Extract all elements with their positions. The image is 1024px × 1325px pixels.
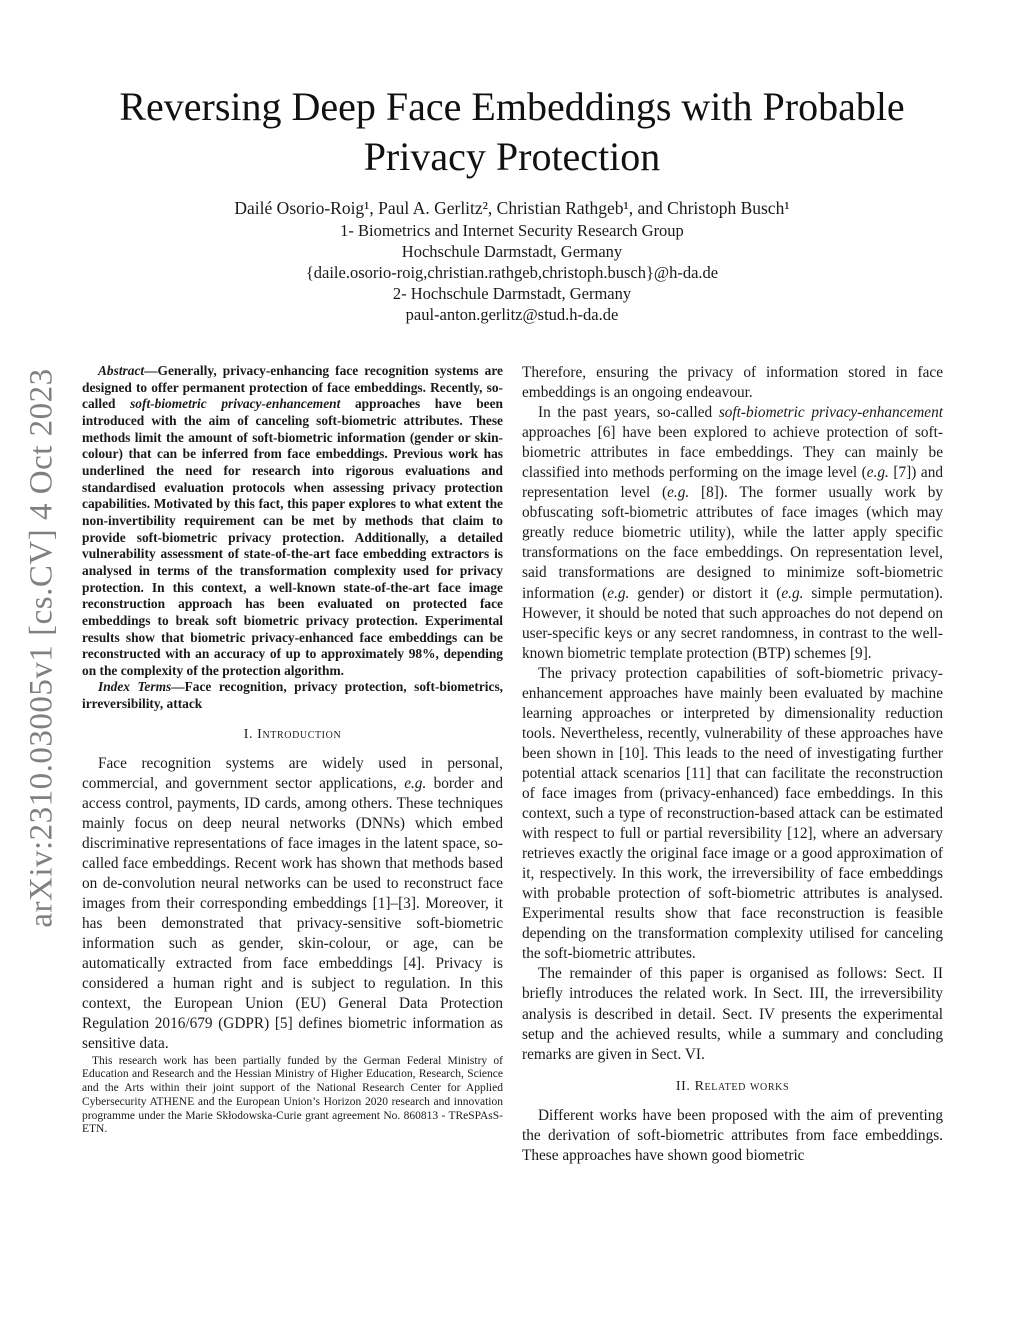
index-terms-lead: Index Terms [98, 679, 172, 695]
index-terms: Index Terms—Face recognition, privacy protection, soft-biometrics, irreversibility, attack [82, 679, 503, 712]
affiliation-1-email: {daile.osorio-roig,christian.rathgeb,christoph.busch}@h-da.de [305, 263, 719, 282]
affiliation-1-institution: Hochschule Darmstadt, Germany [401, 242, 623, 261]
arxiv-identifier: arXiv:2310.03005v1 [cs.CV] 4 Oct 2023 [23, 367, 60, 928]
intro-paragraph: Face recognition systems are widely used in personal, commercial, and government sector applications, e.g. border and access control, payments, ID cards, among others. These techniques mainly focus on deep neural networks (DNNs) which embed discriminative representations of face images in the latent space, so-called face embeddings. Recent work has shown that methods based on de-convolution neural networks can be used to reconstruct face images from their corresponding embeddings [1]–[3]. Moreover, it has been demonstrated that privacy-sensitive soft-biometric information such as gender, skin-colour, or age, can be automatically extracted from face embeddings [4]. Privacy is considered a human right and is subject to regulation. In this context, the European Union (EU) General Data Protection Regulation 2016/679 (GDPR) [5] defines biometric information as sensitive data. [82, 754, 503, 1053]
section-heading-related-works: II. Related works [675, 1078, 790, 1094]
affiliation-2: 2- Hochschule Darmstadt, Germany [392, 284, 632, 303]
paper-title [60, 82, 964, 182]
funding-footnote: This research work has been partially funded by the German Federal Ministry of Education and Research and the Hessian Ministry of Higher Education, Research, Science and the Arts within their joint support of the National Research Center for Applied Cybersecurity ATHENE and the European Union’s Horizon 2020 research and innovation programme under the Marie Skłodowska-Curie grant agreement No. 860813 - TReSPAsS-ETN. [82, 1054, 503, 1136]
right-column [522, 363, 943, 1166]
related-works-paragraph: Different works have been proposed with the aim of preventing the derivation of soft-biometric attributes from face embeddings. These approaches have shown good biometric [522, 1106, 943, 1164]
intro-paragraph-4: The remainder of this paper is organised as follows: Sect. II briefly introduces the related work. In Sect. III, the irreversibility analysis is described in detail. Sect. IV presents the experimental setup and the achieved results, while a summary and concluding remarks are given in Sect. VI. [522, 965, 943, 1063]
intro-paragraph-2: In the past years, so-called soft-biometric privacy-enhancement approaches [6] have been explored to achieve protection of soft-biometric attributes in face embeddings. They can mainly be classified into methods performing on the image level (e.g. [7]) and representation level (e.g. [8]). The former usually work by obfuscating soft-biometric attributes of face images (which may greatly reduce biometric utility), while the latter apply specific transformations on the face embeddings. On representation level, said transformations are designed to minimize soft-biometric information (e.g. gender) or distort it (e.g. simple permutation). However, it should be noted that such approaches do not depend on user-specific keys or any secret randomness, in contrast to the well-known biometric template protection (BTP) schemes [9]. [522, 404, 943, 662]
arxiv-sidebar [22, 360, 62, 935]
author-names: Dailé Osorio-Roig¹, Paul A. Gerlitz², Christian Rathgeb¹, and Christoph Busch¹ [234, 198, 790, 218]
title-line-1: Reversing Deep Face Embeddings with Probable [119, 84, 905, 129]
intro-continuation: Therefore, ensuring the privacy of information stored in face embeddings is an ongoing endeavour. [522, 364, 943, 402]
abstract-lead: Abstract [98, 363, 145, 378]
abstract: Abstract—Generally, privacy-enhancing face recognition systems are designed to offer permanent protection of face embeddings. Recently, so-called soft-biometric privacy-enhancement approaches have been introduced with the aim of canceling soft-biometric attributes. These methods limit the amount of soft-biometric information (gender or skin-colour) that can be inferred from face embeddings. Previous work has underlined the need for research into rigorous evaluations and standardised evaluation protocols when assessing privacy protection capabilities. Motivated by this fact, this paper explores to what extent the non-invertibility requirement can be met by methods that claim to provide soft-biometric privacy protection. Additionally, a detailed vulnerability assessment of state-of-the-art face embedding extractors is analysed in terms of the transformation complexity used for privacy protection. In this context, a well-known state-of-the-art face image reconstruction approach has been evaluated on protected face embeddings to break soft biometric privacy protection. Experimental results show that biometric privacy-enhanced face embeddings can be reconstructed with an accuracy of up to approximately 98%, depending on the complexity of the protection algorithm. [82, 363, 503, 678]
intro-paragraph-3: The privacy protection capabilities of soft-biometric privacy-enhancement approaches have mainly been evaluated by machine learning approaches or interpreted by dimensionality reduction tools. Nevertheless, recently, vulnerability of these approaches have been shown in [10]. This leads to the need of investigating further potential attack scenarios [11] that can facilitate the reconstruction of face images from (privacy-enhanced) face embeddings. In this context, such a type of reconstruction-based attack can be estimated with respect to full or partial reversibility [12], where an adversary retrieves exactly the original face image or a good approximation of it, respectively. In this work, the irreversibility of face embeddings with probable protection of soft-biometric attributes is analysed. Experimental results show that face reconstruction is feasible depending on the transformation complexity utilised for canceling the soft-biometric attributes. [522, 664, 943, 963]
section-heading-introduction: I. Introduction [243, 726, 342, 742]
left-column [82, 363, 503, 1137]
affiliation-2-email: paul-anton.gerlitz@stud.h-da.de [405, 305, 619, 324]
author-block [60, 198, 964, 325]
title-line-2: Privacy Protection [363, 134, 661, 179]
affiliation-1: 1- Biometrics and Internet Security Research Group [340, 221, 684, 240]
